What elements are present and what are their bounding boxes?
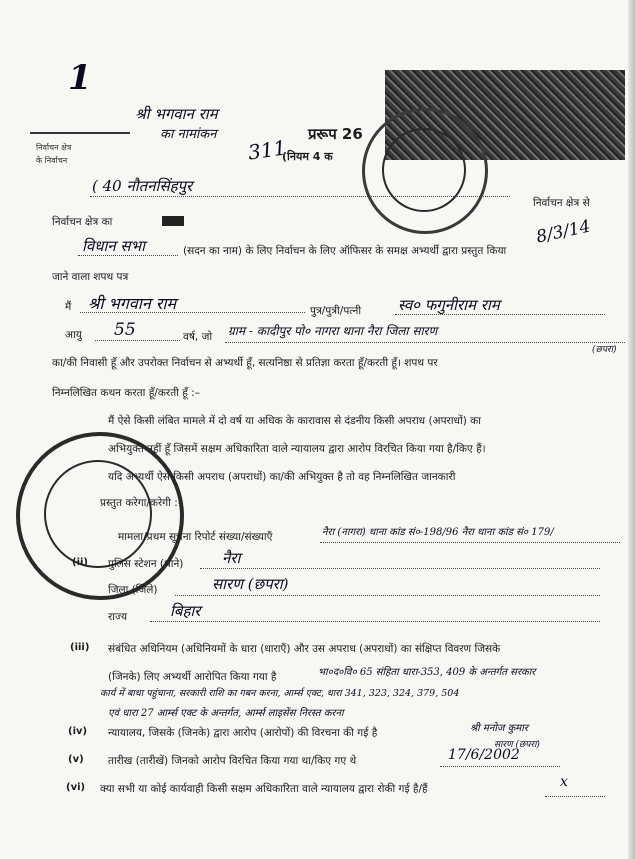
handwritten-initial-311: 311 bbox=[246, 135, 288, 165]
handwritten-stay-answer: x bbox=[560, 774, 568, 790]
roman-iv: (iv) bbox=[68, 726, 88, 737]
official-seal-stamp-left-inner bbox=[44, 460, 152, 568]
age-label: आयु bbox=[65, 329, 82, 341]
stay-dotline bbox=[545, 796, 605, 797]
handwritten-top-note-2: का नामांकन bbox=[160, 127, 217, 142]
rule-reference: (नियम 4 क bbox=[282, 150, 333, 163]
clause-1-line-1: मैं ऐसे किसी लंबित मामले में दो वर्ष या अधिक के कारावास से दंडनीय किसी अपराध (अपराधों) का bbox=[108, 415, 481, 427]
handwritten-date-sign: 8/3/14 bbox=[534, 216, 593, 248]
age-dotline bbox=[95, 340, 180, 341]
handwritten-court-name: श्री मनोज कुमार bbox=[470, 723, 528, 734]
item-vi-label: क्या सभी या कोई कार्यवाही किसी सक्षम अधिकारिता वाले न्यायालय द्वारा रोकी गई है/हैं bbox=[100, 783, 428, 795]
item-iii-line-2: (जिनके) लिए अभ्यर्थी आरोपित किया गया है bbox=[108, 671, 277, 683]
item-v-label: तारीख (तारीखें) जिनको आरोप विरचित किया गया था/किए गए थे bbox=[108, 755, 357, 767]
handwritten-fir-number: नैरा (नागरा) थाना कांड सं०-198/96 नैरा थाना कांड सं० 179/ bbox=[322, 527, 554, 538]
top-left-rule bbox=[30, 132, 130, 134]
top-margin-mark: 1 bbox=[68, 58, 92, 98]
constituency-dotline bbox=[90, 196, 510, 197]
item-i-label: मामला/प्रथम सूचना रिपोर्ट संख्या/संख्याएँ bbox=[118, 531, 273, 543]
police-dotline bbox=[200, 568, 600, 569]
i-label: मैं bbox=[65, 301, 72, 313]
roman-v: (v) bbox=[68, 754, 84, 765]
statement-line: निम्नलिखित कथन करता हूँ/करती हूँ :– bbox=[52, 387, 200, 399]
official-seal-stamp-top-inner bbox=[382, 128, 466, 212]
father-dotline bbox=[395, 314, 605, 315]
district-dotline bbox=[175, 595, 600, 596]
fir-dotline bbox=[320, 542, 620, 543]
clause-1-line-2: अभियुक्त नहीं हूँ जिसमें सक्षम अधिकारिता वाले न्यायालय द्वारा आरोप विरचित किया गया है/किए हैं। bbox=[108, 443, 486, 455]
handwritten-father-name: स्व० फगुनीराम राम bbox=[398, 296, 500, 314]
resident-line: का/की निवासी हूँ और उपरोक्त निर्वाचन से अभ्यर्थी हूँ, सत्यनिष्ठा से प्रतिज्ञा करता हूँ/करती हूँ। शपथ पर bbox=[52, 357, 438, 369]
handwritten-age: 55 bbox=[114, 320, 136, 340]
constituency-suffix: निर्वाचन क्षेत्र से bbox=[533, 197, 590, 209]
page-right-edge bbox=[628, 0, 635, 859]
handwritten-address: ग्राम - कादीपुर पो० नागरा थाना नैरा जिला सारण bbox=[228, 324, 438, 338]
item-ii-label: पुलिस स्टेशन (थाने) bbox=[108, 558, 184, 570]
constituency-label: निर्वाचन क्षेत्र का bbox=[52, 216, 113, 228]
handwritten-court-place: सारण (छपरा) bbox=[494, 740, 540, 750]
roman-iii: (iii) bbox=[70, 642, 90, 653]
name-dotline bbox=[80, 312, 305, 313]
handwritten-candidate-name: श्री भगवान राम bbox=[88, 294, 177, 313]
district-label: जिला (जिले) bbox=[108, 584, 158, 596]
handwritten-act-line-1: भा०द०वि० 65 संहिता धारा-353, 409 के अन्तर्गत सरकार bbox=[318, 667, 536, 678]
handwritten-house: विधान सभा bbox=[82, 237, 145, 255]
item-iv-label: न्यायालय, जिसके (जिनके) द्वारा आरोप (आरोपों) की विरचना की गई है bbox=[108, 727, 378, 739]
roman-ii: (ii) bbox=[72, 557, 88, 568]
handwritten-constituency: ( 40 नौतनसिंहपुर bbox=[92, 177, 193, 195]
handwritten-district: सारण (छपरा) bbox=[212, 575, 289, 593]
clause-2-line-1: यदि अभ्यर्थी ऐसे किसी अपराध (अपराधों) का/की अभियुक्त है तो वह निम्नलिखित जानकारी bbox=[108, 471, 456, 483]
left-header-text-2: के निर्वाचन bbox=[36, 156, 68, 165]
address-dotline bbox=[225, 342, 625, 343]
house-dotline bbox=[78, 255, 178, 256]
handwritten-state: बिहार bbox=[170, 602, 201, 620]
form-title: प्ररूप 26 bbox=[308, 125, 363, 143]
roman-vi: (vi) bbox=[66, 782, 86, 793]
item-iii-line-1: संबंधित अधिनियम (अधिनियमों के धारा (धाराएँ) और उस अपराध (अपराधों) का संक्षिप्त विवरण जिसके bbox=[108, 643, 501, 655]
date-dotline bbox=[440, 766, 560, 767]
state-label: राज्य bbox=[108, 611, 128, 623]
oath-heading: जाने वाला शपथ पत्र bbox=[52, 271, 129, 283]
handwritten-charge-date: 17/6/2002 bbox=[448, 747, 520, 763]
house-suffix: (सदन का नाम) के लिए निर्वाचन के लिए ऑफिसर के समक्ष अभ्यर्थी द्वारा प्रस्तुत किया bbox=[183, 245, 507, 257]
clause-2-line-2: प्रस्तुत करेगा/करेगी :– bbox=[100, 497, 184, 509]
state-dotline bbox=[150, 621, 600, 622]
handwritten-address-cont: (छपरा) bbox=[592, 345, 617, 355]
redaction-mark bbox=[162, 216, 184, 226]
handwritten-act-line-3: एवं धारा 27 आर्म्स एक्ट के अन्तर्गत, आर्म्स लाइसेंस निरस्त करना bbox=[108, 708, 344, 719]
relation-label: पुत्र/पुत्री/पत्नी bbox=[310, 305, 362, 317]
handwritten-act-line-2: कार्य में बाधा पहुंचाना, सरकारी राशि का गबन करना, आर्म्स एक्ट, धारा 341, 323, 324, 379, 504 bbox=[100, 688, 460, 699]
handwritten-top-note-1: श्री भगवान राम bbox=[135, 105, 218, 123]
left-header-text-1: निर्वाचन क्षेत्र bbox=[36, 143, 72, 152]
handwritten-police-station: नैरा bbox=[222, 549, 241, 567]
age-years: वर्ष, जो bbox=[183, 331, 213, 343]
